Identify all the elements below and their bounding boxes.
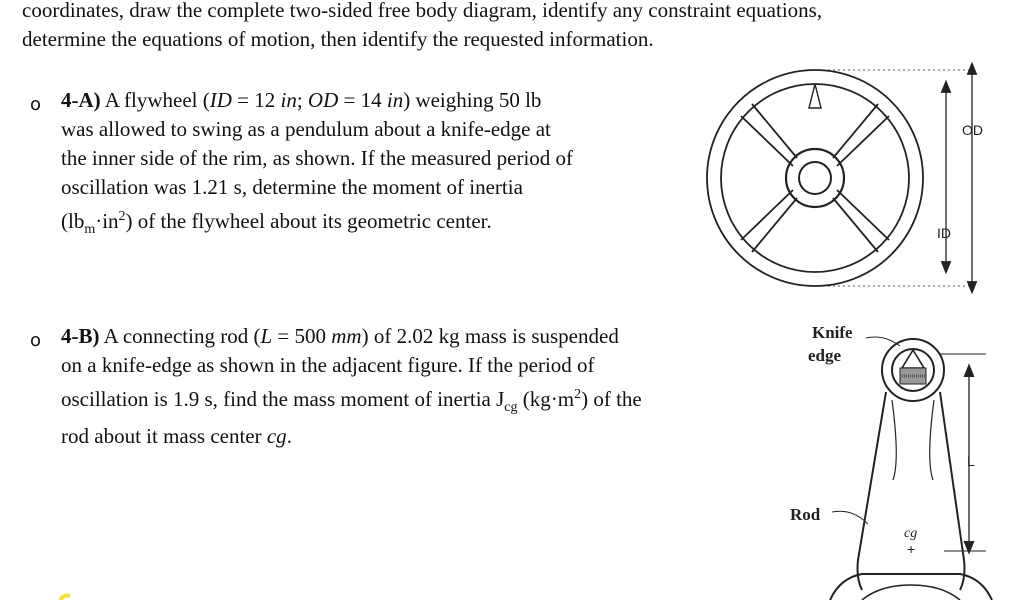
math-cg: cg (266, 424, 287, 449)
spoke (752, 198, 797, 252)
text-segment: oscillation is 1.9 s, find the mass moment of inertia J (61, 387, 505, 411)
intro-line-1: coordinates, draw the complete two-sided free body diagram, identify any constraint equations, (22, 0, 823, 22)
superscript: 2 (574, 387, 582, 402)
problem-4b-label: 4-B) (61, 324, 100, 348)
edge-label: edge (808, 346, 842, 365)
od-arrow-bottom (968, 282, 976, 292)
bullet-4a: o (30, 94, 42, 115)
math-unit-in: in (280, 88, 297, 112)
spoke (833, 198, 878, 252)
id-arrow-bottom (942, 262, 950, 272)
problem-4a-line-3: the inner side of the rim, as shown. If the measured period of (61, 146, 574, 170)
text-segment: . (286, 424, 292, 449)
cg-plus-marker: + (907, 541, 916, 557)
subscript: cg (504, 400, 518, 416)
text-segment: ) of 2.02 kg mass is suspended (361, 324, 619, 348)
spoke (837, 116, 889, 166)
knife-edge-triangle (809, 84, 821, 108)
flywheel-hub-inner (799, 162, 831, 194)
flywheel-hub-outer (786, 149, 844, 207)
cursor-highlight-mark (60, 596, 70, 600)
intro-line-2: determine the equations of motion, then identify the requested information. (22, 27, 654, 51)
l-arrow-top (965, 366, 973, 376)
text-segment: = 12 (231, 88, 281, 112)
flywheel-outer-rim (707, 70, 923, 286)
rod-right-edge (940, 392, 965, 590)
problem-4a-line-2: was allowed to swing as a pendulum about a knife-edge at (61, 117, 551, 141)
spoke (837, 190, 889, 240)
problem-4a-line-4: oscillation was 1.21 s, determine the moment of inertia (61, 175, 523, 199)
text-segment: A connecting rod ( (99, 324, 261, 348)
text-segment: A flywheel ( (100, 88, 210, 112)
rod-knife-edge (902, 350, 924, 368)
math-id: ID (209, 88, 232, 112)
id-label: ID (937, 225, 951, 241)
subscript: m (84, 222, 96, 238)
od-arrow-top (968, 64, 976, 74)
text-segment: ; (296, 88, 308, 112)
math-od: OD (307, 88, 339, 112)
rod-inner-left (892, 400, 896, 480)
superscript: 2 (118, 209, 126, 224)
id-arrow-top (942, 82, 950, 92)
text-segment: ) weighing 50 lb (403, 88, 542, 112)
text-segment: = 14 (338, 88, 387, 112)
math-unit-mm: mm (331, 324, 362, 348)
math-l: L (260, 324, 273, 348)
l-label: L (967, 453, 975, 469)
text-segment: (kg·m (517, 387, 575, 411)
text-segment: ) of the flywheel about its geometric center. (125, 209, 492, 233)
text-segment: = 500 (272, 324, 332, 348)
rod-inner-right (930, 400, 934, 480)
cg-label: cg (904, 526, 918, 541)
flywheel-inner-rim (721, 84, 909, 272)
math-unit-in: in (386, 88, 404, 112)
spoke (752, 104, 797, 158)
od-label: OD (962, 122, 983, 138)
spoke (741, 190, 793, 240)
problem-4a-label: 4-A) (61, 88, 101, 112)
problem-4b-line-2: on a knife-edge as shown in the adjacent figure. If the period of (61, 353, 595, 377)
rod-label: Rod (790, 505, 821, 524)
rod-big-end-bore (862, 585, 960, 600)
bullet-4b: o (30, 330, 42, 351)
text-segment: ) of the (581, 387, 642, 411)
rod-left-edge (858, 392, 887, 590)
text-segment: (lb (61, 209, 85, 233)
rod-leader (832, 511, 868, 524)
text-segment: rod about it mass center (61, 424, 267, 449)
text-segment: ·in (95, 209, 119, 233)
spoke (741, 116, 793, 166)
flywheel-figure (707, 64, 978, 292)
knife-label: Knife (812, 323, 853, 342)
rod-big-end (830, 574, 992, 600)
spoke (833, 104, 878, 158)
